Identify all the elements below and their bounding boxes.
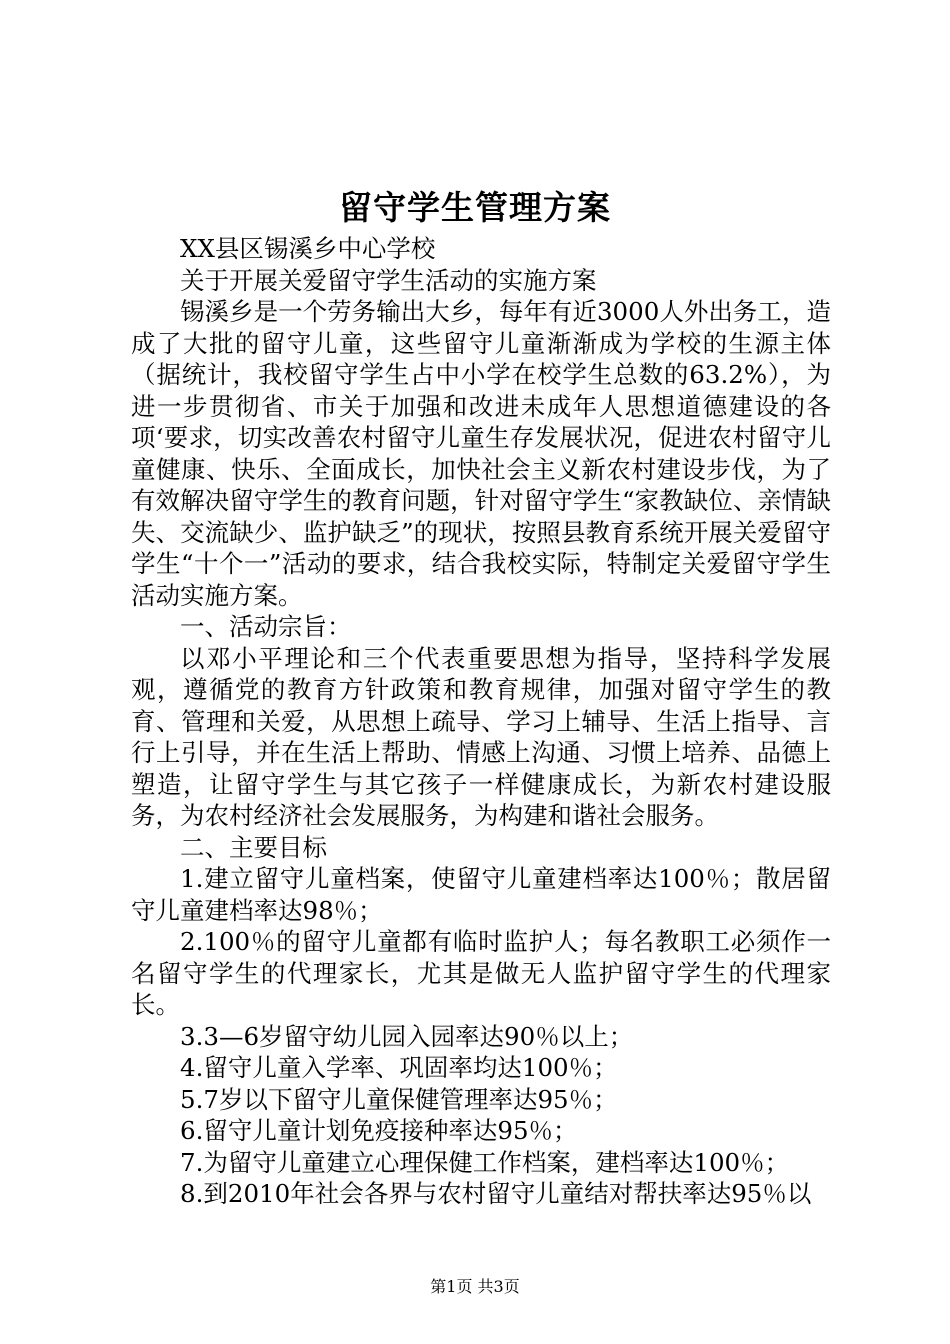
page-footer: 第1页 共3页 <box>430 1277 520 1296</box>
goal-item: 4.留守儿童入学率、巩固率均达100％； <box>180 1053 618 1082</box>
goal-item: 3.3—6岁留守幼儿园入园率达90％以上； <box>180 1021 634 1051</box>
goal-item: 6.留守儿童计划免疫接种率达95％； <box>180 1116 578 1145</box>
section-heading-purpose: 一、活动宗旨： <box>180 612 352 641</box>
goal-item: 5.7岁以下留守儿童保健管理率达95％； <box>180 1084 618 1114</box>
goal-item: 2.100％的留守儿童都有临时监护人；每名教职工必须作一名留守学生的代理家长，尤其是做无人监护留守学生的代理家长。 <box>131 927 831 1019</box>
section-heading-goals: 二、主要目标 <box>180 832 327 862</box>
goal-item: 7.为留守儿童建立心理保健工作档案，建档率达100％； <box>180 1147 790 1177</box>
plan-subtitle-line: 关于开展关爱留守学生活动的实施方案 <box>180 265 597 295</box>
goal-item: 1.建立留守儿童档案，使留守儿童建档率达100％；散居留守儿童建档率达98％； <box>131 864 831 925</box>
school-name-line: XX县区锡溪乡中心学校 <box>180 234 436 263</box>
intro-paragraph: 锡溪乡是一个劳务输出大乡，每年有近3000人外出务工，造成了大批的留守儿童，这些留守儿童渐渐成为学校的生源主体（据统计，我校留守学生占中小学在校学生总数的63.2%），为进一步贯彻省、市关于加强和改进未成年人思想道德建设的各项‘要求，切实改善农村留守儿童生存发展状况，促进农村留守儿童健康、快乐、全面成长，加快社会主义新农村建设步伐，为了有效解决留守学生的教育问题，针对留守学生“家教缺位、亲情缺失、交流缺少、监护缺乏”的现状，按照县教育系统开展关爱留守学生“十个一”活动的要求，结合我校实际，特制定关爱留守学生活动实施方案。 <box>131 297 831 610</box>
document-body <box>131 233 831 1210</box>
goal-item: 8.到2010年社会各界与农村留守儿童结对帮扶率达95％以 <box>180 1179 812 1208</box>
purpose-paragraph: 以邓小平理论和三个代表重要思想为指导，坚持科学发展观，遵循党的教育方针政策和教育规律，加强对留守学生的教育、管理和关爱，从思想上疏导、学习上辅导、生活上指导、言行上引导，并在生活上帮助、情感上沟通、习惯上培养、品德上塑造，让留守学生与其它孩子一样健康成长，为新农村建设服务，为农村经济社会发展服务，为构建和谐社会服务。 <box>131 643 831 830</box>
document-title: 留守学生管理方案 <box>339 188 611 227</box>
